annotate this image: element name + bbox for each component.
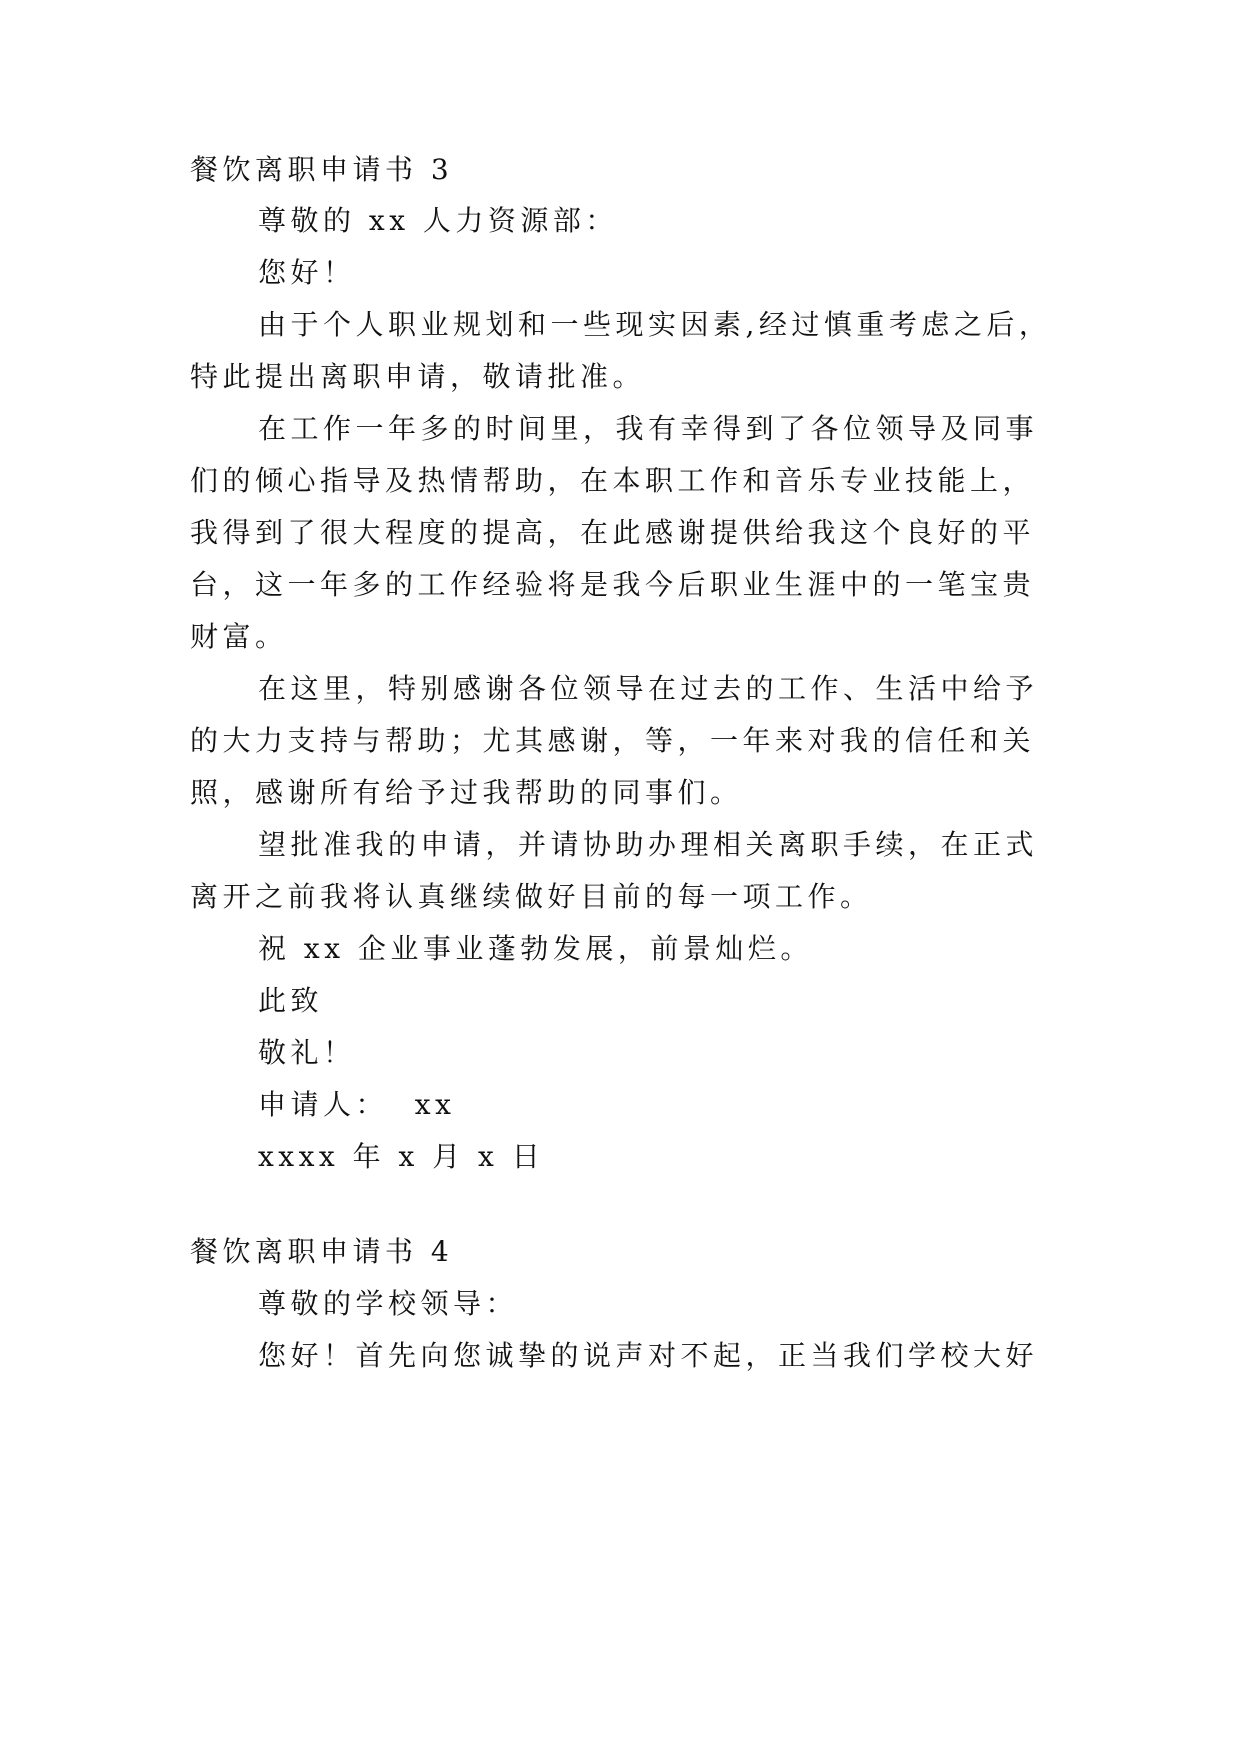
paragraph-line: 望批准我的申请，并请协助办理相关离职手续，在正式 <box>258 828 1039 861</box>
wish-line: 祝 xx 企业事业蓬勃发展，前景灿烂。 <box>258 932 813 965</box>
paragraph-line: 财富。 <box>190 620 288 653</box>
greeting: 您好！ <box>258 256 356 289</box>
salutation: 尊敬的学校领导： <box>258 1287 519 1320</box>
paragraph-line: 您好！首先向您诚挚的说声对不起，正当我们学校大好 <box>258 1339 1039 1372</box>
paragraph-line: 照，感谢所有给予过我帮助的同事们。 <box>190 776 743 809</box>
paragraph-line: 离开之前我将认真继续做好目前的每一项工作。 <box>190 880 873 913</box>
paragraph-line: 在这里，特别感谢各位领导在过去的工作、生活中给予 <box>258 672 1039 705</box>
paragraph-line: 我得到了很大程度的提高，在此感谢提供给我这个良好的平 <box>190 516 1036 549</box>
paragraph-line: 由于个人职业规划和一些现实因素,经过慎重考虑之后， <box>258 308 1052 341</box>
closing-line-2: 敬礼！ <box>258 1036 356 1069</box>
paragraph-line: 台，这一年多的工作经验将是我今后职业生涯中的一笔宝贵 <box>190 568 1036 601</box>
closing-line-1: 此致 <box>258 984 324 1017</box>
signature-line: 申请人： xx <box>258 1088 456 1121</box>
salutation: 尊敬的 xx 人力资源部： <box>258 204 618 237</box>
paragraph-line: 在工作一年多的时间里，我有幸得到了各位领导及同事 <box>258 412 1039 445</box>
section-4-title: 餐饮离职申请书 4 <box>190 1235 454 1268</box>
paragraph-line: 们的倾心指导及热情帮助，在本职工作和音乐专业技能上， <box>190 464 1036 497</box>
date-line: xxxx 年 x 月 x 日 <box>258 1140 545 1173</box>
paragraph-line: 特此提出离职申请，敬请批准。 <box>190 360 646 393</box>
paragraph-line: 的大力支持与帮助；尤其感谢，等，一年来对我的信任和关 <box>190 724 1036 757</box>
section-3-title: 餐饮离职申请书 3 <box>190 153 454 186</box>
